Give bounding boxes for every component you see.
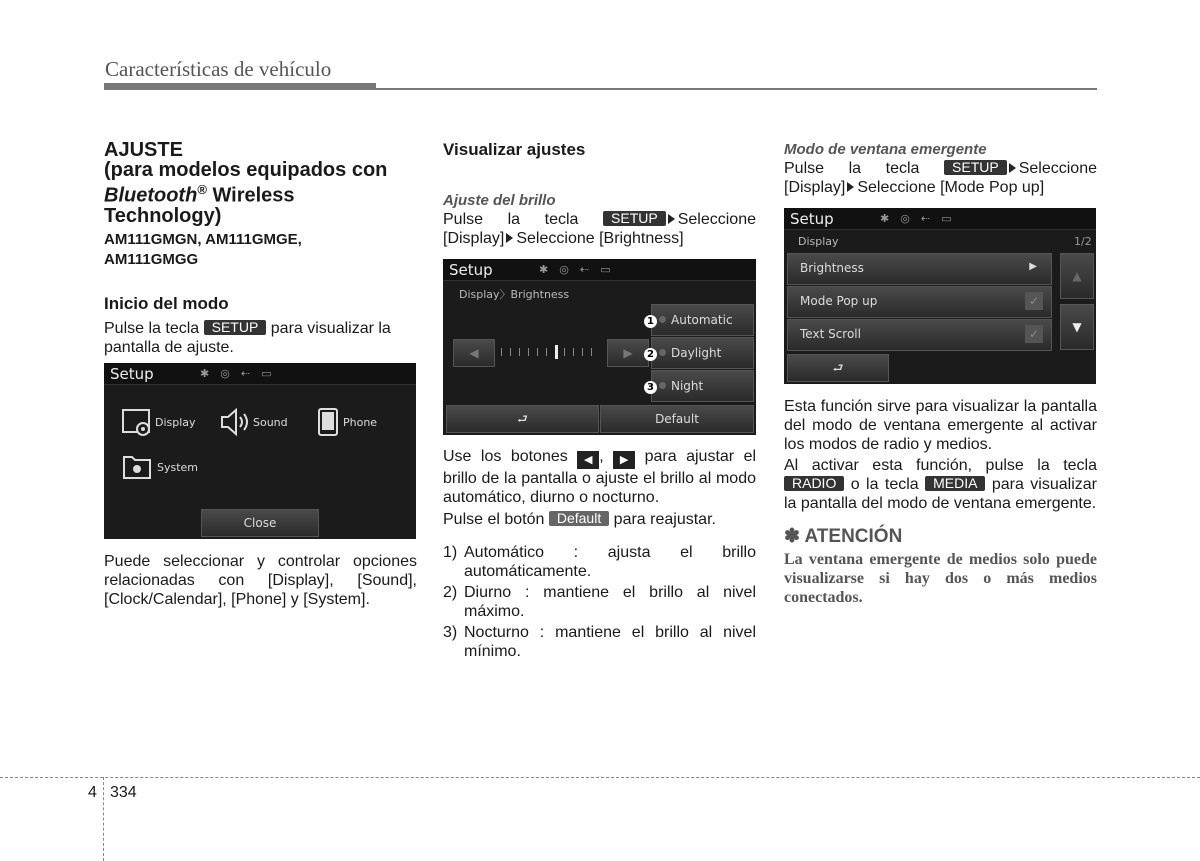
speaker-icon[interactable] [220, 407, 252, 437]
list-number: 1) [443, 544, 458, 561]
text-scroll-item[interactable] [787, 319, 1052, 351]
popup-desc-text-c: para visualizar la pantalla del modo de ventana emergente. [784, 476, 1097, 512]
list-text: Automático : ajusta el brillo automáticamente. [464, 544, 756, 580]
status-icons: ✱ ◎ ⇠ ▭ [539, 264, 615, 276]
setup-description: Puede seleccionar y controlar opciones relacionadas con [Display], [Sound], [Clock/Calendar], [Phone] y [System]. [104, 553, 417, 608]
default-key: Default [549, 511, 609, 526]
display-gear-icon[interactable] [122, 409, 156, 439]
column-2 [443, 140, 756, 248]
popup-desc-2 [784, 456, 1097, 513]
slider-tick [528, 348, 529, 356]
registered-mark: ® [197, 182, 207, 197]
column-1 [104, 140, 417, 357]
system-label[interactable]: System [157, 461, 199, 474]
setup-key: SETUP [204, 320, 267, 335]
page-number: 334 [110, 784, 137, 801]
attention-text: La ventana emergente de medios solo puede visualizarse si hay dos o más medios conectados. [784, 551, 1097, 606]
wireless-word: Wireless [206, 184, 295, 207]
right-arrow-button-icon: ▶ [613, 451, 635, 469]
slider-tick [546, 348, 547, 356]
popup-subtitle: Modo de ventana emergente [784, 141, 987, 158]
chapter-number: 4 [88, 784, 97, 801]
arrow-right-icon [1009, 163, 1016, 173]
screen-title: Setup [790, 210, 834, 228]
sound-label[interactable]: Sound [253, 416, 288, 429]
slider-thumb [555, 345, 558, 359]
radio-dot-icon [659, 382, 666, 389]
play-arrow-icon: ▶ [1029, 261, 1037, 272]
bluetooth-word: Bluetooth [104, 184, 198, 207]
popup-text-c: [Display] [784, 179, 846, 196]
brillo-text-a: Pulse la tecla [443, 211, 579, 228]
number-1-badge: 1 [644, 315, 657, 328]
inicio-title: Inicio del modo [104, 293, 229, 313]
inicio-text-a: Pulse la tecla [104, 319, 200, 337]
arrow-right-icon [506, 233, 513, 243]
buttons-text-b: para ajustar el brillo de la pantalla o ajuste el brillo al modo automático, diurno o nocturno. [443, 448, 757, 506]
brillo-instructions [443, 447, 756, 663]
slider-tick [573, 348, 574, 356]
popup-desc-text-a: Al activar esta función, pulse la tecla [784, 457, 1097, 474]
slider-tick [564, 348, 565, 356]
brightness-decrease-button[interactable]: ◀ [453, 339, 495, 367]
inicio-paragraph [104, 319, 417, 357]
list-text: Diurno : mantiene el brillo al nivel máximo. [464, 584, 756, 620]
list-number: 3) [443, 624, 458, 641]
header-rule [104, 88, 1097, 90]
phone-icon[interactable] [317, 407, 339, 437]
attention-title: ✽ ATENCIÓN [784, 526, 903, 547]
list-item [443, 583, 756, 621]
brightness-modes-list [443, 543, 756, 661]
brillo-text-d: Seleccione [Brightness] [516, 230, 684, 247]
mode-popup-label: Mode Pop up [800, 294, 878, 308]
list-number: 2) [443, 584, 458, 601]
ajuste-title-line4: Technology) [104, 204, 222, 227]
visualizar-title: Visualizar ajustes [443, 140, 586, 159]
night-option[interactable] [647, 370, 754, 402]
close-button[interactable]: Close [201, 509, 319, 537]
daylight-label: Daylight [671, 346, 722, 360]
list-text: Nocturno : mantiene el brillo al nivel mínimo. [464, 624, 756, 660]
radio-dot-icon [659, 316, 666, 323]
comma: , [599, 448, 604, 465]
default-button[interactable]: Default [600, 405, 754, 433]
media-key: MEDIA [925, 476, 985, 491]
slider-ticks [501, 345, 599, 359]
page-indicator: 1/2 [1074, 235, 1092, 248]
system-icon[interactable] [122, 454, 152, 480]
ajuste-title: AJUSTE [104, 139, 183, 161]
list-item [443, 543, 756, 581]
setup-screen [104, 363, 416, 539]
reset-text-a: Pulse el botón [443, 511, 545, 528]
daylight-option[interactable] [647, 337, 754, 369]
brillo-paragraph [443, 210, 756, 248]
scroll-down-button[interactable]: ▼ [1060, 304, 1094, 350]
ajuste-title-line2: (para modelos equipados con [104, 159, 388, 181]
scroll-up-button[interactable]: ▲ [1060, 253, 1094, 299]
inicio-text-b: para visualizar la pantalla de ajuste. [104, 319, 391, 356]
text-scroll-label: Text Scroll [800, 327, 861, 341]
left-arrow-button-icon: ◀ [577, 451, 599, 469]
section-label: Display [798, 235, 839, 248]
phone-label[interactable]: Phone [343, 416, 378, 429]
radio-dot-icon [659, 349, 666, 356]
display-label[interactable]: Display [155, 416, 196, 429]
brightness-screen [443, 259, 756, 435]
number-2-badge: 2 [644, 348, 657, 361]
checkbox-icon[interactable]: ✓ [1025, 325, 1043, 343]
popup-text-a: Pulse la tecla [784, 160, 920, 177]
list-item [443, 623, 756, 661]
footer-divider [103, 777, 104, 861]
brightness-label: Brightness [800, 261, 864, 275]
ajuste-title-line3 [104, 180, 417, 206]
brillo-subtitle: Ajuste del brillo [443, 192, 556, 209]
popup-paragraph [784, 159, 1097, 197]
reset-paragraph [443, 510, 756, 529]
brillo-text-c: [Display] [443, 230, 505, 247]
popup-text-d: Seleccione [Mode Pop up] [857, 179, 1045, 196]
brightness-increase-button[interactable]: ▶ [607, 339, 649, 367]
night-label: Night [671, 379, 704, 393]
running-header: Características de vehículo [105, 57, 332, 81]
slider-tick [510, 348, 511, 356]
number-3-badge: 3 [644, 381, 657, 394]
buttons-paragraph [443, 447, 756, 507]
model-codes-2: AM111GMGG [104, 250, 199, 268]
column-3 [784, 140, 1097, 197]
slider-tick [537, 348, 538, 356]
screen-title: Setup [449, 261, 493, 279]
footer-rule [0, 777, 1200, 778]
display-screen [784, 208, 1096, 384]
arrow-right-icon [847, 182, 854, 192]
arrow-right-icon [668, 214, 675, 224]
automatic-option[interactable] [647, 304, 754, 336]
brightness-item[interactable] [787, 253, 1052, 285]
brightness-slider[interactable] [501, 345, 599, 359]
status-icons: ✱ ◎ ⇠ ▭ [200, 368, 276, 380]
popup-desc-1: Esta función sirve para visualizar la pantalla del modo de ventana emergente al activar los modos de radio y medios. [784, 398, 1097, 453]
slider-tick [591, 348, 592, 356]
mode-popup-item[interactable] [787, 286, 1052, 318]
status-icons: ✱ ◎ ⇠ ▭ [880, 213, 956, 225]
model-codes-1: AM111GMGN, AM111GMGE, [104, 230, 302, 248]
radio-key: RADIO [784, 476, 844, 491]
slider-tick [501, 348, 502, 356]
popup-text-b: Seleccione [1018, 160, 1097, 177]
setup-key: SETUP [944, 160, 1007, 175]
popup-desc-text-b: o la tecla [850, 476, 919, 493]
setup-key: SETUP [603, 211, 666, 226]
checkbox-icon[interactable]: ✓ [1025, 292, 1043, 310]
slider-tick [519, 348, 520, 356]
reset-text-b: para reajustar. [613, 511, 716, 528]
brillo-text-b: Seleccione [677, 211, 756, 228]
popup-description [784, 397, 1097, 607]
slider-tick [582, 348, 583, 356]
buttons-text-a: Use los botones [443, 448, 568, 465]
screen-title: Setup [110, 365, 154, 383]
automatic-label: Automatic [671, 313, 733, 327]
back-button[interactable]: ⮐ [446, 405, 599, 433]
breadcrumb: Display〉Brightness [459, 288, 570, 301]
back-button[interactable]: ⮐ [787, 354, 889, 382]
